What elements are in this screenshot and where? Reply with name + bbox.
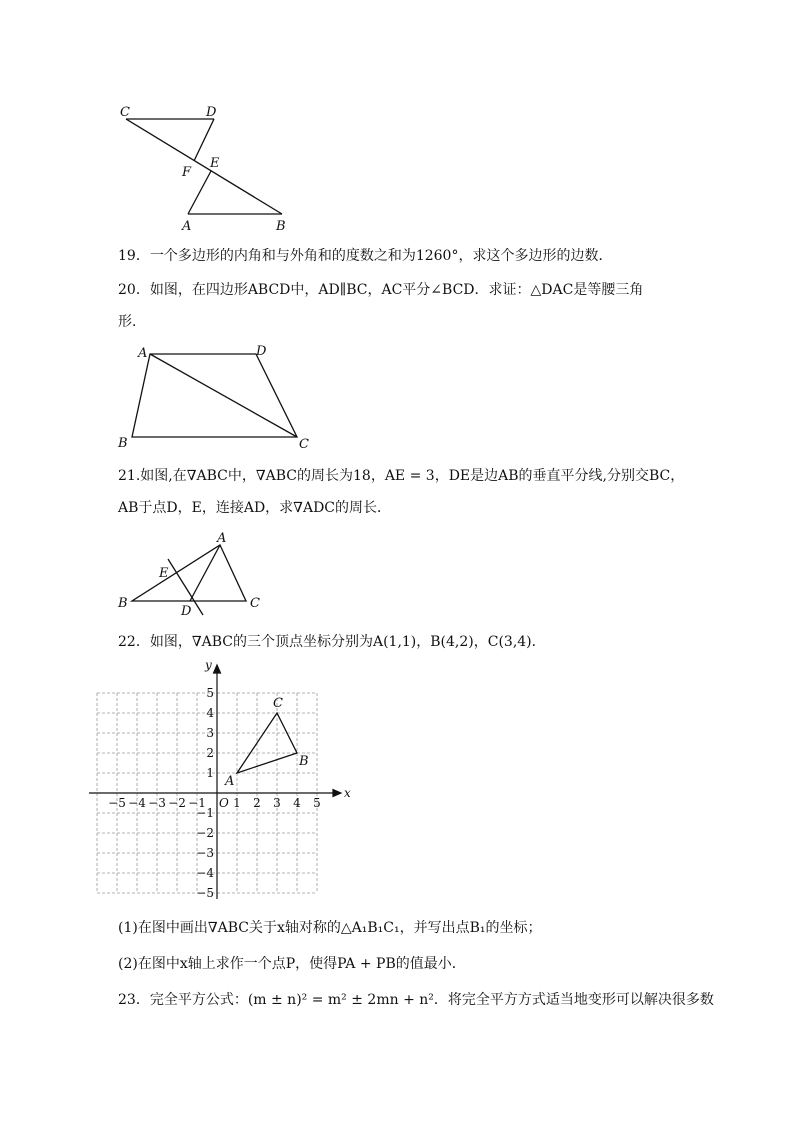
segment-de: [194, 119, 214, 161]
point-label-e: E: [210, 156, 220, 171]
point-label-c: C: [299, 437, 309, 452]
y-tick-label: −2: [196, 826, 214, 840]
question-20-line-2: 形．: [118, 314, 146, 330]
y-tick-label: −1: [196, 806, 214, 820]
quadrilateral-abcd: [132, 354, 297, 437]
origin-label: O: [219, 796, 229, 810]
figure-q20: [110, 340, 320, 455]
axes: [89, 665, 341, 899]
point-label-b: B: [118, 596, 128, 611]
diagonal-ac: [150, 354, 297, 437]
question-22: 22．如图，∇ABC的三个顶点坐标分别为A(1,1)，B(4,2)，C(3,4)．: [118, 634, 546, 650]
question-19: 19．一个多边形的内角和与外角和的度数之和为1260°，求这个多边形的边数．: [118, 248, 613, 264]
y-tick-label: −4: [196, 866, 214, 880]
point-label-e: E: [159, 566, 169, 581]
y-tick-label: −3: [196, 846, 214, 860]
point-label-c: C: [250, 596, 260, 611]
figure-q21: [110, 525, 280, 620]
y-tick-label: 1: [206, 766, 214, 780]
point-label-d: D: [206, 105, 217, 120]
x-tick-label: 2: [253, 796, 261, 810]
question-21-line-1: 21.如图,在∇ABC中，∇ABC的周长为18，AE = 3，DE是边AB的垂直平分线,分别交BC，: [118, 468, 685, 484]
x-tick-label: −2: [168, 796, 186, 810]
question-21-line-2: AB于点D，E，连接AD，求∇ADC的周长．: [118, 500, 391, 516]
y-tick-label: 4: [206, 706, 214, 720]
point-label-a: A: [217, 531, 227, 546]
x-tick-label: 5: [313, 796, 321, 810]
x-axis-label: x: [344, 786, 351, 800]
segment-af: [188, 171, 211, 214]
point-label-b: B: [118, 436, 128, 451]
point-label-a: A: [138, 346, 148, 361]
figure-q18: [110, 100, 310, 235]
y-tick-label: 5: [206, 686, 214, 700]
vertex-label-a: A: [225, 774, 235, 789]
question-22-part-2: (2)在图中x轴上求作一个点P，使得PA + PB的值最小．: [118, 956, 466, 972]
question-22-part-1: (1)在图中画出∇ABC关于x轴对称的△A₁B₁C₁，并写出点B₁的坐标；: [118, 920, 542, 936]
y-axis-label: y: [205, 658, 212, 672]
x-tick-label: 4: [293, 796, 301, 810]
question-20-line-1: 20．如图，在四边形ABCD中，AD∥BC，AC平分∠BCD．求证：△DAC是等腰三角: [118, 282, 644, 298]
x-tick-label: −1: [188, 796, 206, 810]
x-tick-label: 1: [233, 796, 241, 810]
y-tick-label: 2: [206, 746, 214, 760]
y-axis-arrow: [214, 665, 221, 673]
vertex-label-c: C: [273, 696, 283, 711]
x-tick-label: 3: [273, 796, 281, 810]
vertex-label-b: B: [299, 754, 309, 769]
point-label-b: B: [276, 219, 286, 234]
question-23: 23．完全平方公式：(m ± n)² = m² ± 2mn + n²．将完全平方方式适当地变形可以解决很多数: [118, 992, 714, 1008]
x-axis-arrow: [333, 790, 341, 797]
point-label-f: F: [182, 165, 192, 180]
segment-cb: [126, 119, 282, 214]
point-label-d: D: [181, 604, 192, 619]
point-label-c: C: [120, 105, 130, 120]
point-label-a: A: [182, 219, 192, 234]
y-tick-label: 3: [206, 726, 214, 740]
triangle-abc: [237, 713, 297, 773]
y-tick-label: −5: [196, 886, 214, 900]
x-tick-label: −3: [148, 796, 166, 810]
coordinate-grid-figure: [110, 660, 370, 900]
segment-ad: [190, 545, 220, 601]
x-tick-label: −5: [108, 796, 126, 810]
x-tick-label: −4: [128, 796, 146, 810]
point-label-d: D: [256, 344, 267, 359]
